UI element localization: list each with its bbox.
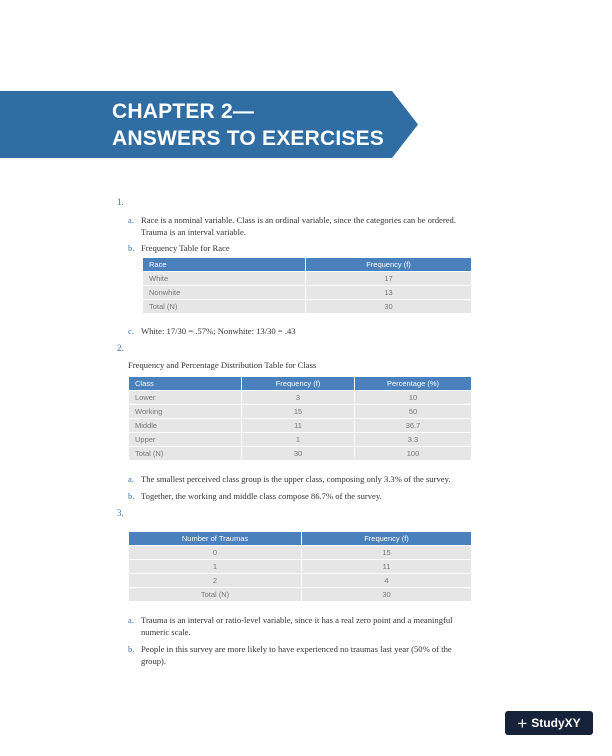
table-cell: White xyxy=(143,272,306,286)
table-cell: 2 xyxy=(129,574,302,588)
table-header-row xyxy=(143,258,472,272)
table-row xyxy=(143,286,472,300)
question-2-item-b xyxy=(128,490,478,502)
table-cell: 36.7 xyxy=(355,419,472,433)
item-label: b. xyxy=(128,644,135,654)
table-cell: 3.3 xyxy=(355,433,472,447)
table-cell: Total (N) xyxy=(143,300,306,314)
table-cell: 3 xyxy=(242,391,355,405)
chapter-title-line1: CHAPTER 2— xyxy=(112,100,255,123)
table-cell: 11 xyxy=(302,560,472,574)
question-1-number: 1. xyxy=(117,197,124,207)
table-row xyxy=(129,560,472,574)
item-text: Together, the working and middle class compose 86.7% of the survey. xyxy=(141,491,382,501)
table-header: Percentage (%) xyxy=(355,377,472,391)
table-cell: Lower xyxy=(129,391,242,405)
item-text: Frequency Table for Race xyxy=(141,243,230,253)
table-row xyxy=(143,272,472,286)
trauma-frequency-table xyxy=(128,531,472,602)
table-row xyxy=(129,546,472,560)
table-header: Class xyxy=(129,377,242,391)
table-cell: 15 xyxy=(302,546,472,560)
table-row xyxy=(129,574,472,588)
table-row xyxy=(129,433,472,447)
question-3-item-b xyxy=(128,643,478,667)
item-text: Trauma is an interval or ratio-level variable, since it has a real zero point and a meaningful numeric scale. xyxy=(141,615,453,637)
table-header: Frequency (f) xyxy=(306,258,472,272)
question-2-number: 2. xyxy=(117,343,124,353)
table-header: Number of Traumas xyxy=(129,532,302,546)
studyxy-logo xyxy=(505,711,593,735)
table-cell: 30 xyxy=(302,588,472,602)
table-cell: Working xyxy=(129,405,242,419)
logo-text: StudyXY xyxy=(531,716,581,730)
table-header: Race xyxy=(143,258,306,272)
chapter-title xyxy=(112,98,384,152)
item-label: b. xyxy=(128,243,135,253)
item-text: White: 17/30 = .57%; Nonwhite: 13/30 = .43 xyxy=(141,326,296,336)
table-cell: 10 xyxy=(355,391,472,405)
class-table-caption: Frequency and Percentage Distribution Table for Class xyxy=(128,360,317,370)
question-1-item-c xyxy=(128,325,478,337)
item-label: c. xyxy=(128,326,134,336)
table-cell: Total (N) xyxy=(129,588,302,602)
question-2-item-a xyxy=(128,473,478,485)
plus-icon: + xyxy=(517,713,528,733)
table-row xyxy=(129,419,472,433)
table-row xyxy=(129,447,472,461)
item-text: People in this survey are more likely to have experienced no traumas last year (50% of the group). xyxy=(141,644,452,666)
table-row xyxy=(143,300,472,314)
table-cell: Total (N) xyxy=(129,447,242,461)
table-cell: 1 xyxy=(242,433,355,447)
item-label: a. xyxy=(128,615,134,625)
table-row xyxy=(129,405,472,419)
item-label: b. xyxy=(128,491,135,501)
item-label: a. xyxy=(128,215,134,225)
table-cell: 17 xyxy=(306,272,472,286)
table-cell: Nonwhite xyxy=(143,286,306,300)
class-distribution-table xyxy=(128,376,472,461)
table-cell: 1 xyxy=(129,560,302,574)
table-cell: 0 xyxy=(129,546,302,560)
table-header-row xyxy=(129,377,472,391)
table-cell: 13 xyxy=(306,286,472,300)
item-label: a. xyxy=(128,474,134,484)
chapter-title-line2: ANSWERS TO EXERCISES xyxy=(112,127,384,150)
question-1-item-a xyxy=(128,214,478,238)
table-cell: 15 xyxy=(242,405,355,419)
table-cell: 30 xyxy=(306,300,472,314)
item-text: The smallest perceived class group is the upper class, composing only 3.3% of the survey. xyxy=(141,474,451,484)
table-cell: 30 xyxy=(242,447,355,461)
table-row xyxy=(129,588,472,602)
table-row xyxy=(129,391,472,405)
table-cell: 11 xyxy=(242,419,355,433)
question-3-number: 3. xyxy=(117,508,124,518)
table-header: Frequency (f) xyxy=(302,532,472,546)
race-frequency-table xyxy=(142,257,472,314)
table-cell: 4 xyxy=(302,574,472,588)
table-cell: Upper xyxy=(129,433,242,447)
table-header-row xyxy=(129,532,472,546)
question-3-item-a xyxy=(128,614,478,638)
table-header: Frequency (f) xyxy=(242,377,355,391)
table-cell: Middle xyxy=(129,419,242,433)
table-cell: 50 xyxy=(355,405,472,419)
question-1-item-b xyxy=(128,242,478,254)
item-text: Race is a nominal variable. Class is an ordinal variable, since the categories can be ordered. Trauma is an interval variable. xyxy=(141,215,456,237)
table-cell: 100 xyxy=(355,447,472,461)
